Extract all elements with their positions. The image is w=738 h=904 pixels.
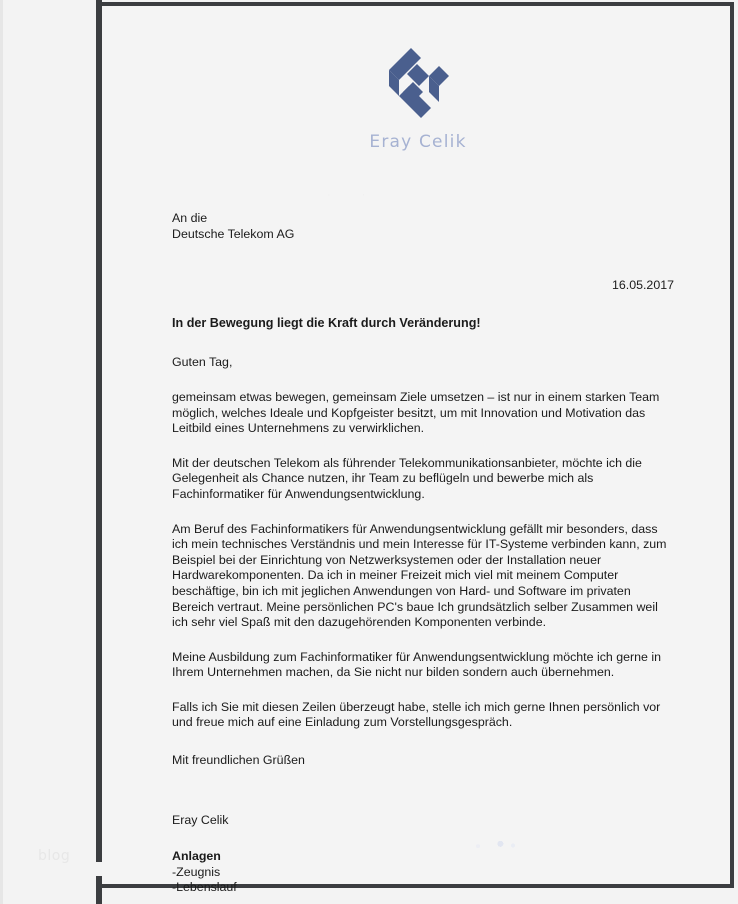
signature-name: Eray Celik [172,812,229,827]
blog-watermark: blog [38,848,71,864]
letter-paragraph: Meine Ausbildung zum Fachinformatiker für Anwendungsentwicklung möchte ich gerne in Ihrem Unternehmen machen, da Sie nicht nur bilden sondern auch übernehmen. [172,649,662,680]
letter-subject: In der Bewegung liegt die Kraft durch Veränderung! [172,315,481,330]
letter-paragraph: Mit der deutschen Telekom als führender Telekommunikationsanbieter, möchte ich die Gelegenheit als Chance nutzen, ihr Team zu beflügeln und bewerbe mich als Fachinformatiker für Anwendungsentwicklung. [172,455,642,501]
letter-greeting: Guten Tag, [172,355,233,370]
letter-page [102,2,734,895]
letter-paragraph: Falls ich Sie mit diesen Zeilen überzeugt habe, stelle ich mich gerne Ihnen persönlich vor und freue mich auf eine Einladung zum Vorstellungsgespräch. [172,699,661,730]
recipient-line-2: Deutsche Telekom AG [172,226,295,241]
bottom-faint-artifact [457,839,527,851]
attachments-title: Anlagen [172,849,221,864]
left-edge-strip [0,0,3,904]
letterhead [102,40,734,152]
letter-closing: Mit freundlichen Grüßen [172,753,305,768]
interlocking-chevron-logo-icon [383,40,453,118]
letter-body [172,211,674,896]
letter-paragraph: gemeinsam etwas bewegen, gemeinsam Ziele umsetzen – ist nur in einem starken Team möglich, welches Ideale und Kopfgeister besitzt, um mit Innovation und Motivation das Leitbild eines Unternehmens zu verwirklichen. [172,389,660,436]
attachment-item: -Lebenslauf [172,880,237,895]
brand-name: Eray Celik [369,132,467,152]
letter-paragraph: Am Beruf des Fachinformatikers für Anwendungsentwicklung gefällt mir besonders, dass ich mein technisches Verständnis und mein Interesse für IT-Systeme verbinden kann, zum Beispiel bei der Einrichtung von Netzwerksystemen oder der Installation neuer Hardwarekomponenten. Da ich in meiner Freizeit mich viel mit meinem Computer beschäftige, bin ich mit jeglichen Anwendungen von Hard- und Software im privaten Bereich vertraut. Meine persönlichen PC's baue Ich grundsätzlich selber Zusammen weil ich sehr viel Spaß mit den dazugehörenden Komponenten verbinde. [172,521,667,630]
recipient-line-1: An die [172,211,208,225]
attachment-item: -Zeugnis [172,864,221,879]
letter-date: 16.05.2017 [611,278,674,293]
faint-artifact-marks: · · [327,189,380,201]
